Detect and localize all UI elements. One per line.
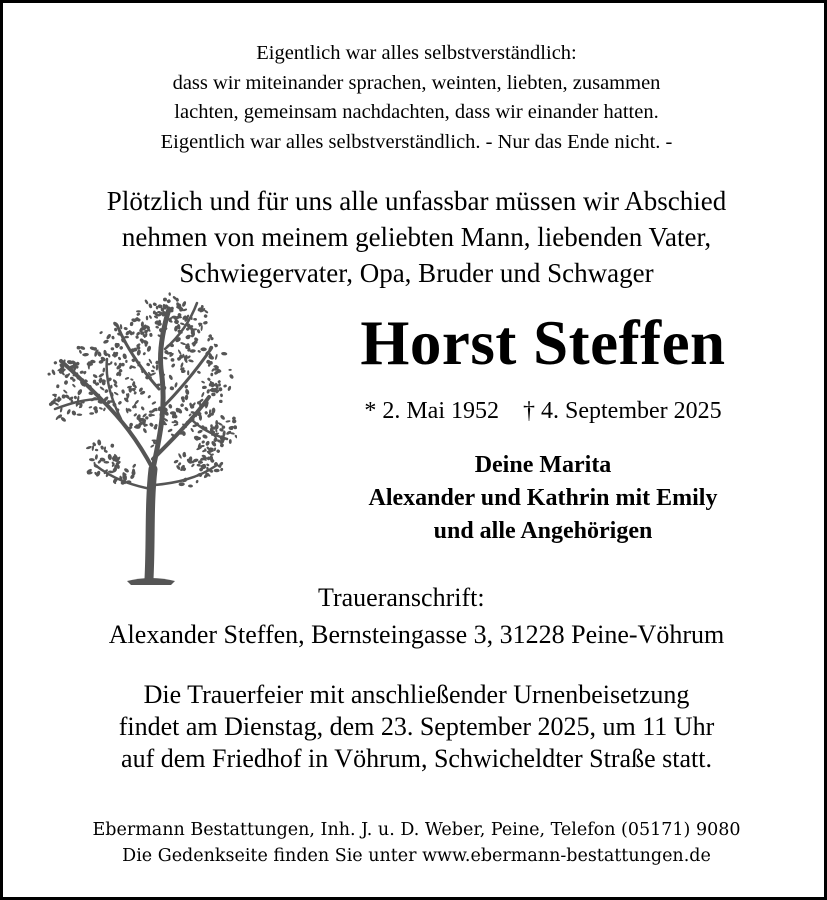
tree-leaf: [202, 434, 209, 440]
tree-branches: [55, 303, 227, 579]
tree-leaf: [86, 445, 93, 449]
tree-leaf: [223, 384, 227, 388]
tree-leaf: [211, 393, 215, 397]
tree-leaf: [123, 327, 128, 331]
family-line: Alexander und Kathrin mit Emily: [368, 485, 718, 511]
intro-line: Schwiegervater, Opa, Bruder und Schwager: [179, 258, 654, 288]
tree-leaf: [151, 370, 155, 373]
poem-line: Eigentlich war alles selbstverständlich:: [256, 42, 577, 64]
tree-leaf: [63, 389, 68, 394]
tree-leaf: [170, 358, 174, 362]
tree-leaf: [197, 370, 202, 374]
tree-leaf: [79, 345, 85, 350]
tree-leaf: [97, 439, 102, 446]
tree-leaf: [140, 406, 145, 411]
tree-leaf: [125, 377, 130, 381]
intro-line: nehmen von meinem geliebten Mann, liebenden Vater,: [121, 222, 712, 252]
tree-leaf: [136, 310, 141, 312]
tree-leaf: [89, 412, 94, 415]
intro-line: Plötzlich und für uns alle unfassbar müssen wir Abschied: [106, 186, 727, 216]
tree-leaf: [149, 422, 154, 428]
tree-leaf: [178, 453, 183, 460]
tree-leaf: [229, 373, 235, 379]
tree-leaf: [215, 424, 219, 430]
tree-leaf: [144, 299, 149, 305]
tree-leaf: [95, 454, 99, 460]
tree-leaf: [214, 469, 220, 473]
deceased-name: Horst Steffen: [360, 308, 726, 378]
tree-leaf: [195, 480, 199, 484]
tree-leaf: [148, 413, 153, 418]
tree-leaf: [121, 389, 125, 394]
tree-leaf: [181, 301, 187, 308]
tree-leaf: [163, 297, 168, 301]
tree-leaf: [54, 402, 59, 407]
tree-leaf: [103, 407, 106, 411]
tree-leaf: [167, 428, 173, 433]
tree-leaf: [168, 374, 173, 380]
address-text: Alexander Steffen, Bernsteingasse 3, 31228 Peine-Vöhrum: [108, 620, 725, 649]
tree-leaf: [155, 325, 159, 329]
tree-leaf: [98, 372, 105, 378]
tree-leaf: [205, 440, 211, 446]
intro-text: [3, 183, 827, 291]
tree-leaf: [110, 347, 114, 350]
tree-leaf: [77, 388, 83, 395]
tree-leaf: [196, 463, 201, 466]
tree-leaf: [228, 369, 232, 371]
tree-leaf: [110, 443, 114, 448]
tree-leaf: [173, 459, 179, 464]
tree-leaf: [102, 367, 105, 372]
tree-leaf: [188, 484, 193, 487]
address-label: Traueranschrift:: [318, 583, 485, 612]
tree-leaf: [130, 321, 134, 326]
tree-leaf: [152, 365, 156, 369]
tree-leaf: [177, 349, 182, 355]
tree-leaf: [163, 356, 168, 359]
tree-leaf: [89, 458, 95, 462]
tree-leaf: [202, 386, 207, 390]
tree-leaf: [100, 445, 105, 450]
tree-leaf: [148, 315, 152, 320]
tree-leaf: [99, 331, 103, 335]
tree-leaf: [135, 335, 139, 339]
tree-leaf: [147, 394, 151, 398]
tree-leaf: [197, 429, 203, 434]
tree-leaf: [142, 428, 147, 434]
tree-foliage: [47, 292, 237, 488]
tree-leaf: [234, 434, 237, 439]
tree-leaf: [130, 378, 134, 381]
tree-leaf: [220, 467, 224, 471]
tree-leaf: [168, 292, 171, 296]
tree-leaf: [180, 403, 185, 408]
tree-leaf: [79, 370, 84, 374]
tree-leaf: [203, 314, 208, 319]
tree-leaf: [88, 406, 92, 409]
tree-leaf: [146, 345, 152, 352]
tree-leaf: [117, 400, 122, 405]
tree-leaf: [133, 413, 137, 417]
tree-leaf: [219, 400, 223, 404]
tree-leaf: [122, 353, 128, 360]
tree-leaf: [95, 449, 99, 452]
tree-leaf: [146, 362, 151, 367]
tree-leaf: [221, 352, 227, 356]
tree-leaf: [193, 318, 197, 321]
tree-leaf: [191, 463, 195, 468]
funeral-home-footer: [3, 817, 827, 869]
tree-leaf: [114, 362, 117, 366]
tree-leaf: [117, 356, 121, 360]
tree-leaf: [149, 333, 153, 338]
poem-line: Eigentlich war alles selbstverständlich. - Nur das Ende nicht. -: [160, 130, 673, 153]
tree-leaf: [185, 388, 190, 395]
tree-leaf: [124, 336, 129, 338]
tree-leaf: [133, 391, 137, 395]
tree-leaf: [150, 444, 155, 448]
tree-leaf: [225, 420, 230, 423]
tree-leaf: [200, 347, 206, 351]
poem: [3, 39, 827, 157]
tree-leaf: [180, 362, 184, 368]
tree-leaf: [187, 370, 189, 375]
tree-leaf: [151, 401, 156, 405]
family-signature: [293, 449, 793, 548]
tree-leaf: [190, 428, 194, 433]
family-line: und alle Angehörigen: [433, 518, 653, 544]
tree-leaf: [66, 409, 71, 416]
tree-leaf: [63, 380, 68, 386]
tree-leaf: [73, 395, 77, 399]
tree-leaf: [136, 312, 141, 316]
tree-leaf: [233, 425, 237, 429]
footer-line: Ebermann Bestattungen, Inh. J. u. D. Weber, Peine, Telefon (05171) 9080: [92, 820, 741, 840]
tree-leaf: [79, 349, 83, 354]
tree-leaf: [142, 352, 146, 356]
tree-leaf: [107, 454, 112, 461]
tree-leaf: [169, 386, 174, 391]
tree-leaf: [92, 373, 98, 378]
tree-leaf: [104, 389, 109, 394]
tree-leaf: [56, 384, 60, 388]
tree-leaf: [184, 406, 189, 411]
tree-leaf: [111, 335, 115, 339]
tree-leaf: [156, 364, 159, 371]
tree-leaf: [204, 411, 208, 416]
tree-leaf: [207, 377, 212, 382]
tree-leaf: [227, 385, 232, 391]
tree-leaf: [185, 394, 189, 400]
tree-leaf: [207, 338, 210, 342]
tree-leaf: [72, 383, 76, 388]
tree-leaf: [216, 449, 221, 454]
tree-leaf: [219, 414, 225, 420]
tree-leaf: [125, 360, 127, 363]
tree-leaf: [197, 350, 201, 354]
tree-leaf: [146, 316, 149, 321]
tree-leaf: [99, 386, 105, 391]
ceremony-line: auf dem Friedhof in Vöhrum, Schwicheldter Straße statt.: [121, 744, 712, 773]
tree-leaf: [171, 363, 176, 368]
tree-leaf: [203, 321, 208, 325]
tree-leaf: [201, 440, 206, 444]
tree-leaf: [180, 322, 185, 326]
tree-leaf: [99, 407, 103, 410]
tree-leaf: [103, 339, 110, 344]
tree-leaf: [51, 369, 56, 376]
tree-leaf: [168, 404, 173, 409]
tree-leaf: [148, 303, 153, 309]
poem-line: lachten, gemeinsam nachdachten, dass wir einander hatten.: [174, 101, 659, 123]
tree-leaf: [201, 392, 205, 398]
tree-leaf: [174, 382, 178, 388]
tree-leaf: [71, 410, 77, 416]
tree-leaf: [201, 380, 205, 384]
tree-leaf: [188, 359, 194, 363]
tree-leaf: [77, 413, 83, 416]
tree-leaf: [152, 302, 157, 307]
footer-line: Die Gedenkseite finden Sie unter www.ebermann-bestattungen.de: [122, 846, 711, 866]
family-line: Deine Marita: [474, 452, 612, 478]
tree-icon: [41, 289, 237, 589]
tree-leaf: [113, 391, 118, 396]
tree-leaf: [106, 333, 112, 340]
tree-leaf: [229, 439, 232, 444]
tree-leaf: [132, 463, 137, 468]
poem-line: dass wir miteinander sprachen, weinten, liebten, zusammen: [172, 71, 661, 94]
life-dates: * 2. Mai 1952 † 4. September 2025: [364, 398, 722, 424]
tree-leaf: [220, 393, 223, 397]
tree-leaf: [178, 482, 184, 486]
tree-leaf: [210, 373, 213, 377]
tree-leaf: [215, 354, 219, 361]
tree-leaf: [47, 372, 51, 376]
tree-leaf: [53, 361, 58, 365]
tree-leaf: [180, 342, 186, 346]
tree-leaf: [206, 463, 210, 467]
ceremony-info: [3, 679, 827, 775]
ceremony-line: findet am Dienstag, dem 23. September 2025, um 11 Uhr: [118, 712, 715, 741]
tree-leaf: [104, 461, 110, 464]
ceremony-line: Die Trauerfeier mit anschließender Urnenbeisetzung: [143, 680, 690, 709]
tree-leaf: [218, 383, 221, 386]
